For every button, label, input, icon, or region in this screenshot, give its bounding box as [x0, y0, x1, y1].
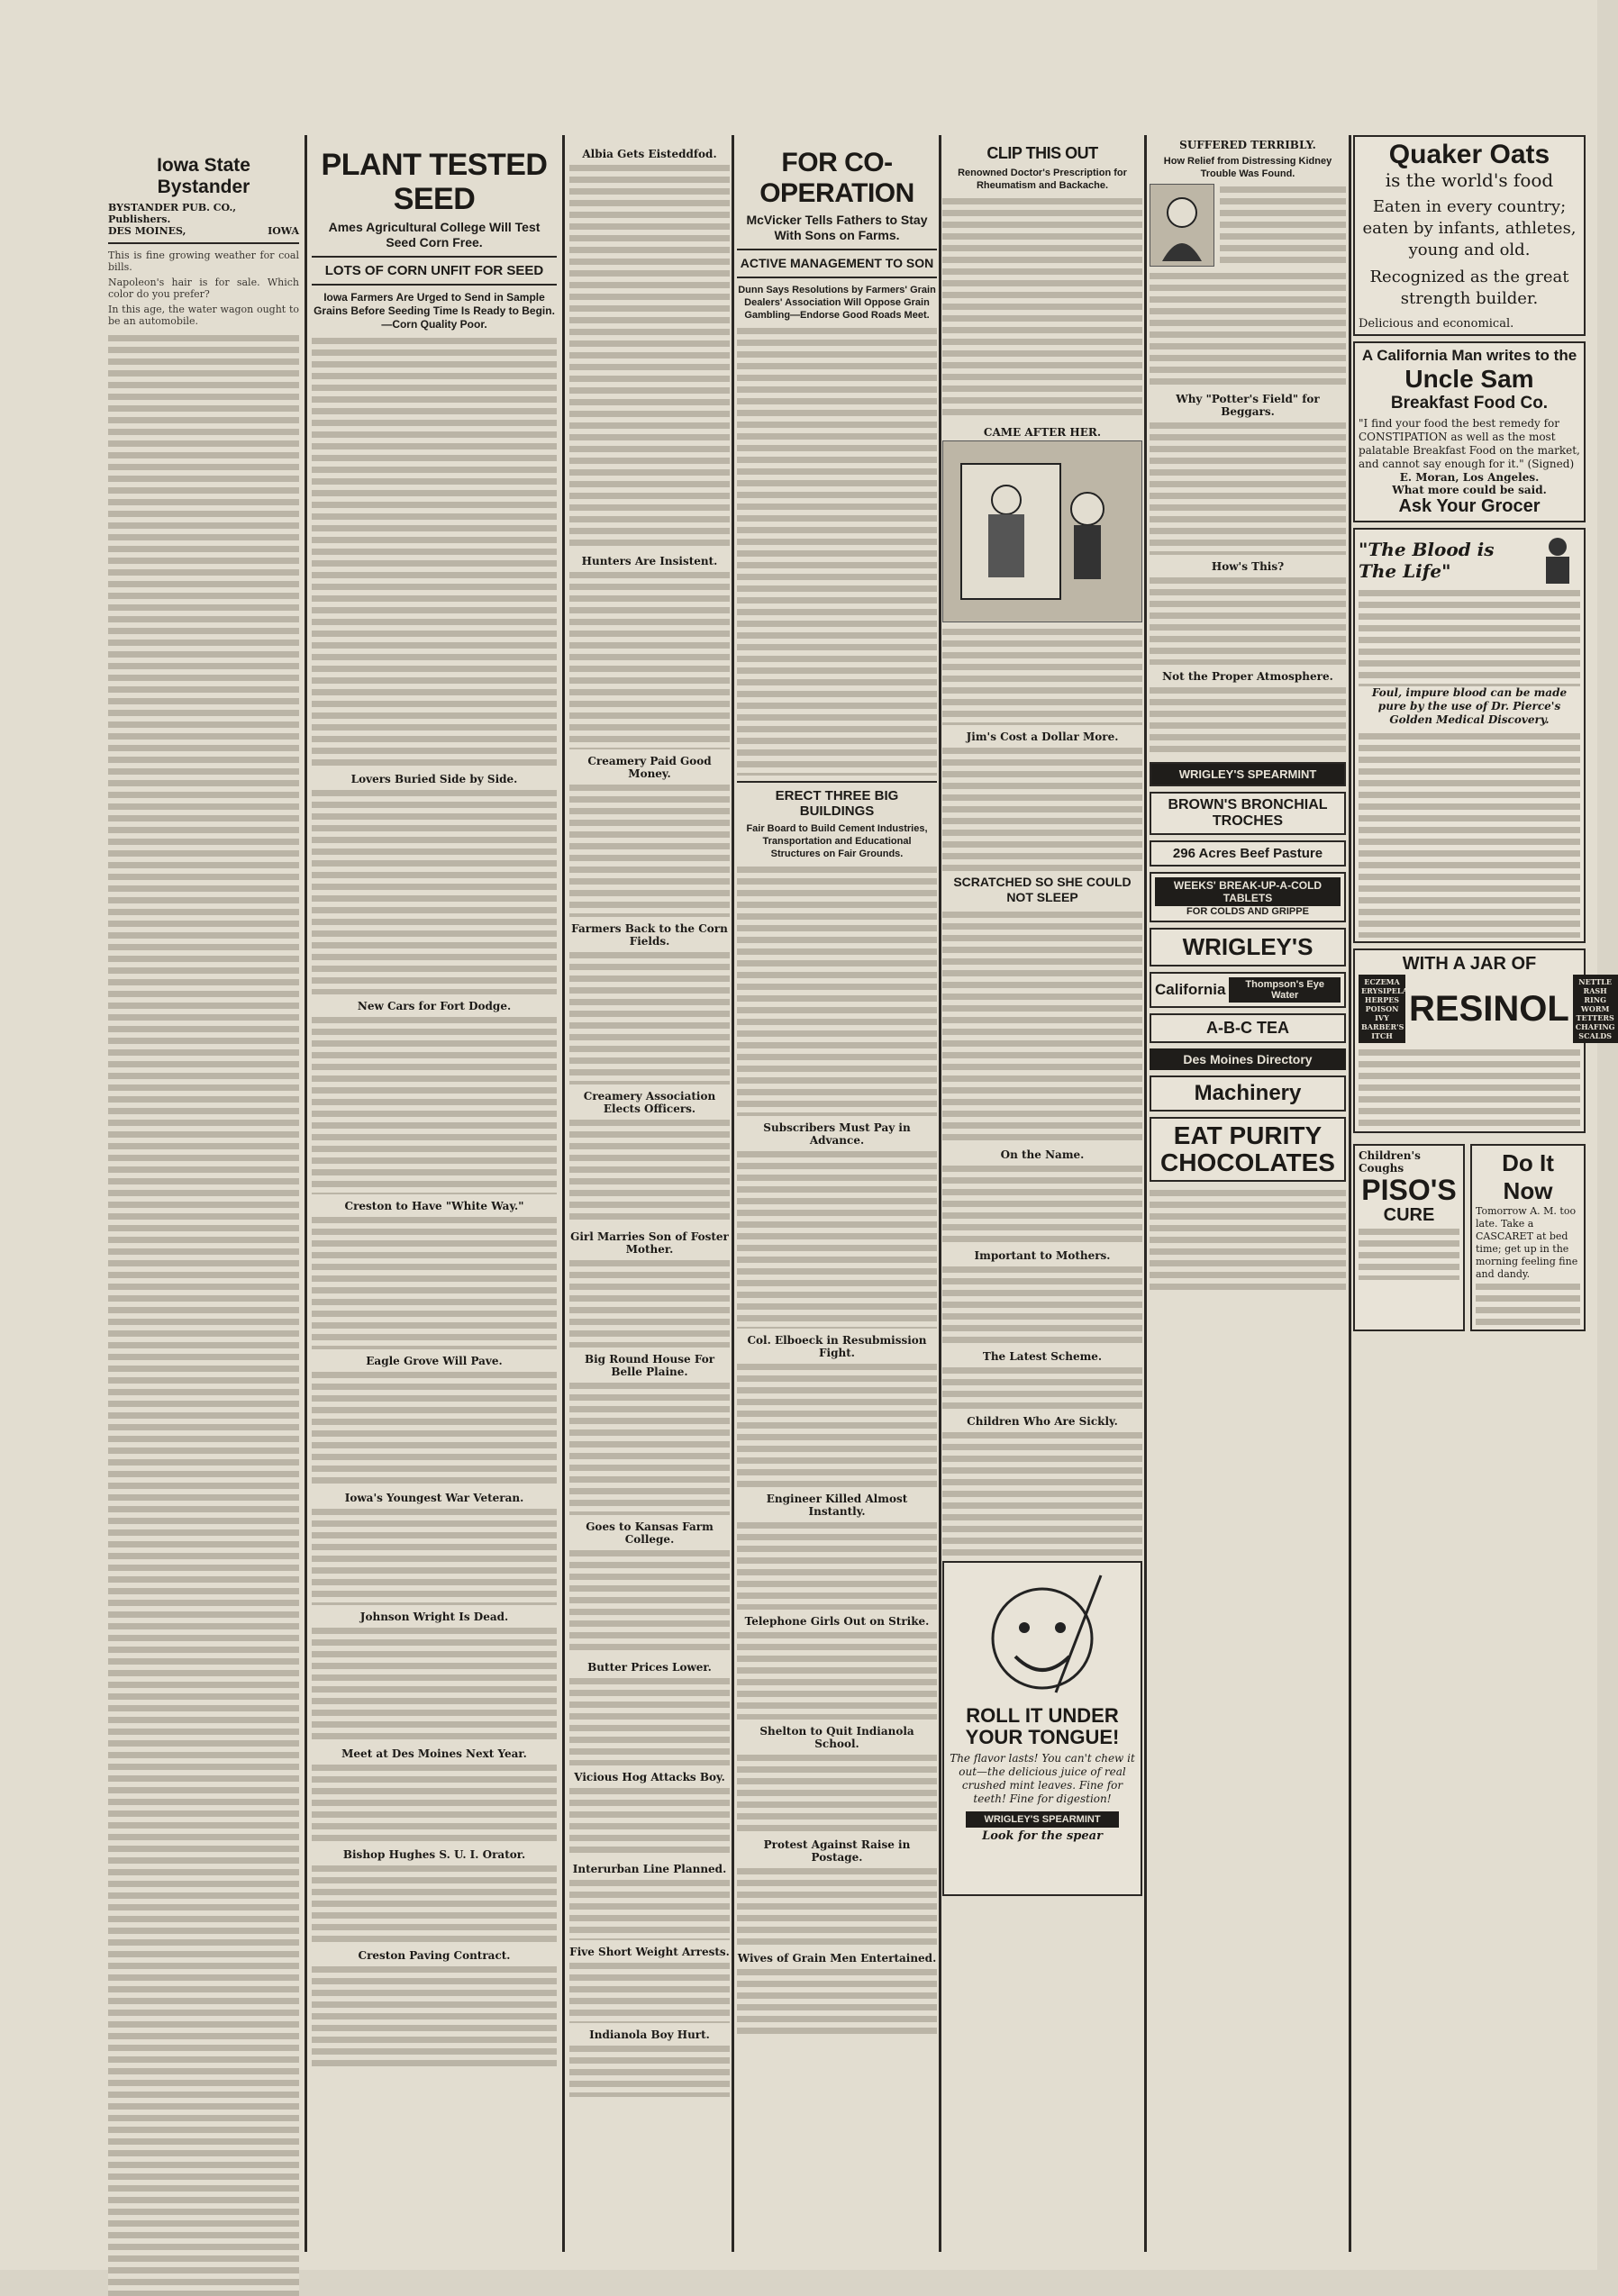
section-heading: Why "Potter's Field" for Beggars.: [1176, 393, 1320, 418]
column-rule: [1144, 135, 1147, 2252]
subhead: How Relief from Distressing Kidney Trouble Was Found.: [1163, 156, 1332, 179]
do-it-now-title: Do It Now: [1502, 1149, 1554, 1204]
text-block-body: [942, 626, 1142, 725]
uncle-sam-quote: "I find your food the best remedy for CONSTIPATION as well as the most palatable Breakfast Food on the market, and cannot say enough for it." (Signed): [1359, 417, 1580, 470]
ad-line-2: YOUR TONGUE!: [965, 1726, 1120, 1748]
section-heading: Engineer Killed Almost Instantly.: [766, 1493, 908, 1518]
text-block-body: [1150, 270, 1346, 387]
section-heading: Important to Mothers.: [974, 1249, 1111, 1262]
text-block-body: [1359, 1047, 1580, 1128]
section-heading: Meet at Des Moines Next Year.: [341, 1747, 527, 1760]
uncle-sam-q: What more could be said.: [1392, 484, 1547, 496]
text-block-body: [737, 1361, 937, 1487]
headline-plant-tested-seed: PLANT TESTED SEED: [321, 148, 548, 216]
text-block-body: [942, 1163, 1142, 1244]
paragraph-lead: This is fine growing weather for coal bills.: [108, 250, 299, 273]
text-block-body: [312, 1014, 557, 1194]
uncle-sam-ad: [1353, 341, 1586, 522]
text-block-body: [312, 1369, 557, 1486]
subhead: Ames Agricultural College Will Test Seed Corn Free.: [328, 220, 541, 250]
uncle-sam-cta: Ask Your Grocer: [1398, 496, 1541, 516]
blood-life-title: "The Blood is The Life": [1359, 539, 1495, 582]
divider: [737, 781, 937, 783]
section-heading: On the Name.: [1000, 1148, 1085, 1161]
uncle-sam-sign: E. Moran, Los Angeles.: [1399, 471, 1540, 484]
machinery-ad: Machinery: [1150, 1075, 1346, 1112]
text-block-body: [312, 1863, 557, 1944]
masthead-dateline: [108, 225, 299, 237]
subhead: Renowned Doctor's Prescription for Rheumatism and Backache.: [958, 168, 1127, 191]
weeks-title: WEEKS' BREAK-UP-A-COLD TABLETS: [1155, 877, 1341, 906]
ad-pack: WRIGLEY'S SPEARMINT: [966, 1811, 1119, 1828]
section-heading: Iowa's Youngest War Veteran.: [344, 1492, 524, 1504]
column-4: [737, 135, 937, 2252]
headline-scratched: SCRATCHED SO SHE COULD NOT SLEEP: [953, 875, 1132, 904]
resinol-name: RESINOL: [1409, 988, 1569, 1029]
text-block-body: [942, 1365, 1142, 1410]
do-it-now-body: Tomorrow A. M. too late. Take a CASCARET at bed time; get up in the morning feeling fine and dandy.: [1476, 1205, 1578, 1280]
subhead: LOTS OF CORN UNFIT FOR SEED: [324, 263, 544, 278]
text-block-body: [737, 1629, 937, 1720]
text-block-body: [1150, 685, 1346, 757]
section-heading: Girl Marries Son of Foster Mother.: [570, 1230, 729, 1256]
column-7: [1353, 135, 1615, 2252]
section-heading: Vicious Hog Attacks Boy.: [574, 1771, 725, 1783]
quaker-oats-ad: [1353, 135, 1586, 336]
text-block-body: [1150, 420, 1346, 555]
section-heading: Children Who Are Sickly.: [967, 1415, 1118, 1428]
weeks-sub: FOR COLDS AND GRIPPE: [1186, 906, 1309, 917]
wrigley-spearmint-ad: WRIGLEY'S SPEARMINT: [1150, 762, 1346, 786]
text-block-body: [569, 162, 730, 549]
section-heading: Not the Proper Atmosphere.: [1162, 670, 1333, 683]
text-block-body: [942, 1264, 1142, 1345]
woman-portrait-icon: [1155, 189, 1209, 261]
cartoon-caption: CAME AFTER HER.: [983, 426, 1102, 439]
text-block-body: [1359, 731, 1580, 938]
quaker-foot: Delicious and economical.: [1359, 317, 1514, 331]
text-block-body: [108, 332, 299, 2296]
text-block-body: [942, 745, 1142, 871]
uncle-sam-name2: Breakfast Food Co.: [1390, 394, 1549, 413]
section-heading: Col. Elboeck in Resubmission Fight.: [747, 1334, 927, 1359]
text-block-body: [737, 1966, 937, 2038]
section-heading: Creamery Association Elects Officers.: [583, 1090, 716, 1115]
pisos-name2: CURE: [1383, 1205, 1435, 1225]
blood-life-sub: Foul, impure blood can be made pure by the use of Dr. Pierce's Golden Medical Discovery.: [1371, 686, 1568, 726]
text-block-body: [942, 1429, 1142, 1556]
weeks-tablets-ad: [1150, 872, 1346, 922]
masthead-publisher: BYSTANDER PUB. CO., Publishers.: [108, 202, 237, 225]
resinol-left: ECZEMA ERYSIPELAS HERPES POISON IVY BARBER'S ITCH: [1359, 975, 1405, 1043]
section-heading: Bishop Hughes S. U. I. Orator.: [342, 1848, 526, 1861]
quaker-body2: Recognized as the great strength builder.: [1369, 268, 1569, 308]
headline-for-co-operation: FOR CO-OPERATION: [759, 148, 914, 208]
spearman-face-icon: [948, 1566, 1137, 1702]
chocolates-title: CHOCOLATES: [1160, 1148, 1335, 1176]
masthead-city: DES MOINES,: [108, 225, 186, 237]
des-moines-directory: Des Moines Directory: [1150, 1048, 1346, 1070]
portrait-illustration: [1150, 184, 1214, 267]
column-1: [108, 135, 299, 2252]
column-rule: [939, 135, 941, 2252]
text-block-body: [569, 2043, 730, 2097]
text-block-body: [569, 1877, 730, 1940]
section-heading: Jim's Cost a Dollar More.: [966, 731, 1119, 743]
subhead: McVicker Tells Fathers to Stay With Sons on Farms.: [746, 213, 928, 242]
portrait-block: [1150, 184, 1346, 267]
section-heading: How's This?: [1211, 560, 1285, 573]
paragraph-item: Napoleon's hair is for sale. Which color do you prefer?: [108, 277, 299, 300]
pisos-cure-ad: [1353, 1144, 1465, 1331]
ad-line-1: ROLL IT UNDER: [966, 1704, 1119, 1727]
section-heading: Creamery Paid Good Money.: [587, 755, 712, 780]
text-block-body: [569, 1257, 730, 1348]
text-block-body: [312, 1964, 557, 2072]
text-block-body: [569, 1785, 730, 1857]
subhead: ACTIVE MANAGEMENT TO SON: [740, 256, 934, 270]
column-rule: [562, 135, 565, 2252]
subhead: Iowa Farmers Are Urged to Send in Sample Grains Before Seeding Time Is Ready to Begin.—Corn Quality Poor.: [314, 291, 555, 331]
section-heading: Five Short Weight Arrests.: [569, 1946, 730, 1958]
resinol-ad: [1353, 948, 1615, 1133]
wrigley-roll-ad: [942, 1561, 1142, 1896]
pisos-name: PISO'S: [1361, 1174, 1457, 1206]
column-2: [312, 135, 557, 2252]
column-6: [1150, 135, 1346, 2252]
resinol-right: NETTLE RASH RING WORM TETTERS CHAFING SCALDS: [1573, 975, 1618, 1043]
column-rule: [732, 135, 734, 2252]
section-heading: Telephone Girls Out on Strike.: [744, 1615, 930, 1628]
section-heading: Butter Prices Lower.: [587, 1661, 712, 1674]
text-block-body: [312, 1214, 557, 1349]
text-block-body: [1476, 1281, 1580, 1326]
text-block-body: [569, 1380, 730, 1515]
text-block-body: [569, 1960, 730, 2023]
quaker-title: Quaker Oats: [1388, 140, 1550, 169]
section-heading: Creston to Have "White Way.": [344, 1200, 524, 1212]
text-block-body: [1359, 1226, 1459, 1280]
section-heading: Johnson Wright Is Dead.: [359, 1611, 509, 1623]
masthead-state: IOWA: [268, 225, 299, 237]
beef-pasture-ad: 296 Acres Beef Pasture: [1150, 840, 1346, 867]
column-rule: [1349, 135, 1351, 2252]
ad-spear-line: Look for the spear: [982, 1829, 1103, 1843]
section-heading: Creston Paving Contract.: [358, 1949, 511, 1962]
quaker-line2: is the world's food: [1385, 169, 1554, 191]
uncle-sam-head: A California Man writes to the: [1361, 347, 1577, 364]
quaker-body: Eaten in every country; eaten by infants, athletes, young and old.: [1362, 197, 1577, 259]
doctor-figure-icon: [1535, 533, 1580, 587]
purity-title: EAT PURITY: [1173, 1121, 1323, 1149]
text-block-body: [569, 569, 730, 749]
text-block-body: [1359, 587, 1580, 686]
text-block-body: [569, 1675, 730, 1765]
text-block-body: [312, 1506, 557, 1605]
section-heading: Protest Against Raise in Postage.: [763, 1838, 911, 1864]
text-block-body: [942, 195, 1142, 421]
subhead: Dunn Says Resolutions by Farmers' Grain Dealers' Association Will Oppose Grain Gambling—Endorse Good Roads Meet.: [738, 285, 936, 321]
divider: [108, 242, 299, 244]
cartoon-illustration: [942, 440, 1142, 622]
headline-suffered: SUFFERED TERRIBLY.: [1179, 139, 1316, 151]
section-heading: The Latest Scheme.: [982, 1350, 1103, 1363]
browns-troches-ad: BROWN'S BRONCHIAL TROCHES: [1150, 792, 1346, 835]
text-block-body: [737, 1865, 937, 1947]
section-heading: Eagle Grove Will Pave.: [366, 1355, 503, 1367]
purity-chocolates-ad: [1150, 1117, 1346, 1182]
masthead-title: Iowa State Bystander: [157, 155, 250, 197]
subhead: Fair Board to Build Cement Industries, Transportation and Educational Structures on Fair Grounds.: [746, 823, 928, 859]
eye-water-label: Thompson's Eye Water: [1229, 977, 1341, 1003]
section-heading: Interurban Line Planned.: [572, 1863, 727, 1875]
text-block-body: [1220, 184, 1346, 265]
pisos-head: Children's Coughs: [1359, 1149, 1421, 1175]
text-block-body: [1150, 575, 1346, 665]
text-block-body: [312, 335, 557, 767]
text-block-body: [737, 1148, 937, 1329]
bottom-ads-row: [1353, 1139, 1586, 1337]
text-block-body: [569, 782, 730, 917]
text-block-body: [737, 325, 937, 776]
text-block-body: [737, 1752, 937, 1833]
divider: [737, 249, 937, 250]
headline-erect-buildings: ERECT THREE BIG BUILDINGS: [775, 788, 899, 819]
divider: [737, 277, 937, 278]
divider: [312, 284, 557, 286]
section-heading: Hunters Are Insistent.: [581, 555, 718, 567]
section-heading: New Cars for Fort Dodge.: [357, 1000, 512, 1012]
section-heading: Wives of Grain Men Entertained.: [737, 1952, 937, 1965]
paragraph-item: In this age, the water wagon ought to be an automobile.: [108, 304, 299, 327]
text-block-body: [312, 1762, 557, 1843]
column-5: [942, 135, 1142, 2252]
california-eye-water-ad: [1150, 972, 1346, 1008]
california-label: California: [1155, 981, 1226, 998]
text-block-body: [737, 1520, 937, 1610]
section-heading: Farmers Back to the Corn Fields.: [571, 922, 728, 948]
cascaret-ad: [1470, 1144, 1586, 1331]
ad-body: The flavor lasts! You can't chew it out—the delicious juice of real crushed mint leaves. Fine for teeth! Fine for digestion!: [950, 1752, 1135, 1805]
text-block-body: [942, 909, 1142, 1143]
text-block-body: [312, 787, 557, 994]
column-rule: [305, 135, 307, 2252]
resinol-head: WITH A JAR OF: [1402, 954, 1537, 974]
uncle-sam-name: Uncle Sam: [1404, 365, 1534, 393]
section-heading: Lovers Buried Side by Side.: [350, 773, 518, 785]
abc-tea-ad: A-B-C TEA: [1150, 1013, 1346, 1043]
text-block-body: [569, 1117, 730, 1225]
section-heading: Goes to Kansas Farm College.: [586, 1520, 714, 1546]
section-heading: Albia Gets Eisteddfod.: [582, 148, 717, 160]
golden-medical-ad: [1353, 528, 1586, 943]
section-heading: Subscribers Must Pay in Advance.: [763, 1121, 911, 1147]
text-block-body: [312, 1625, 557, 1742]
text-block-body: [569, 1547, 730, 1656]
section-heading: Indianola Boy Hurt.: [589, 2028, 710, 2041]
column-3: [569, 135, 730, 2252]
section-heading: Shelton to Quit Indianola School.: [759, 1725, 914, 1750]
wrigleys-ad: WRIGLEY'S: [1150, 928, 1346, 966]
headline-clip-this-out: CLIP THIS OUT: [986, 144, 1098, 162]
text-block-body: [569, 949, 730, 1084]
divider: [312, 256, 557, 258]
section-heading: Big Round House For Belle Plaine.: [584, 1353, 715, 1378]
text-block-body: [1150, 1187, 1346, 1295]
text-block-body: [737, 864, 937, 1116]
cartoon-figure-icon: [952, 446, 1132, 617]
